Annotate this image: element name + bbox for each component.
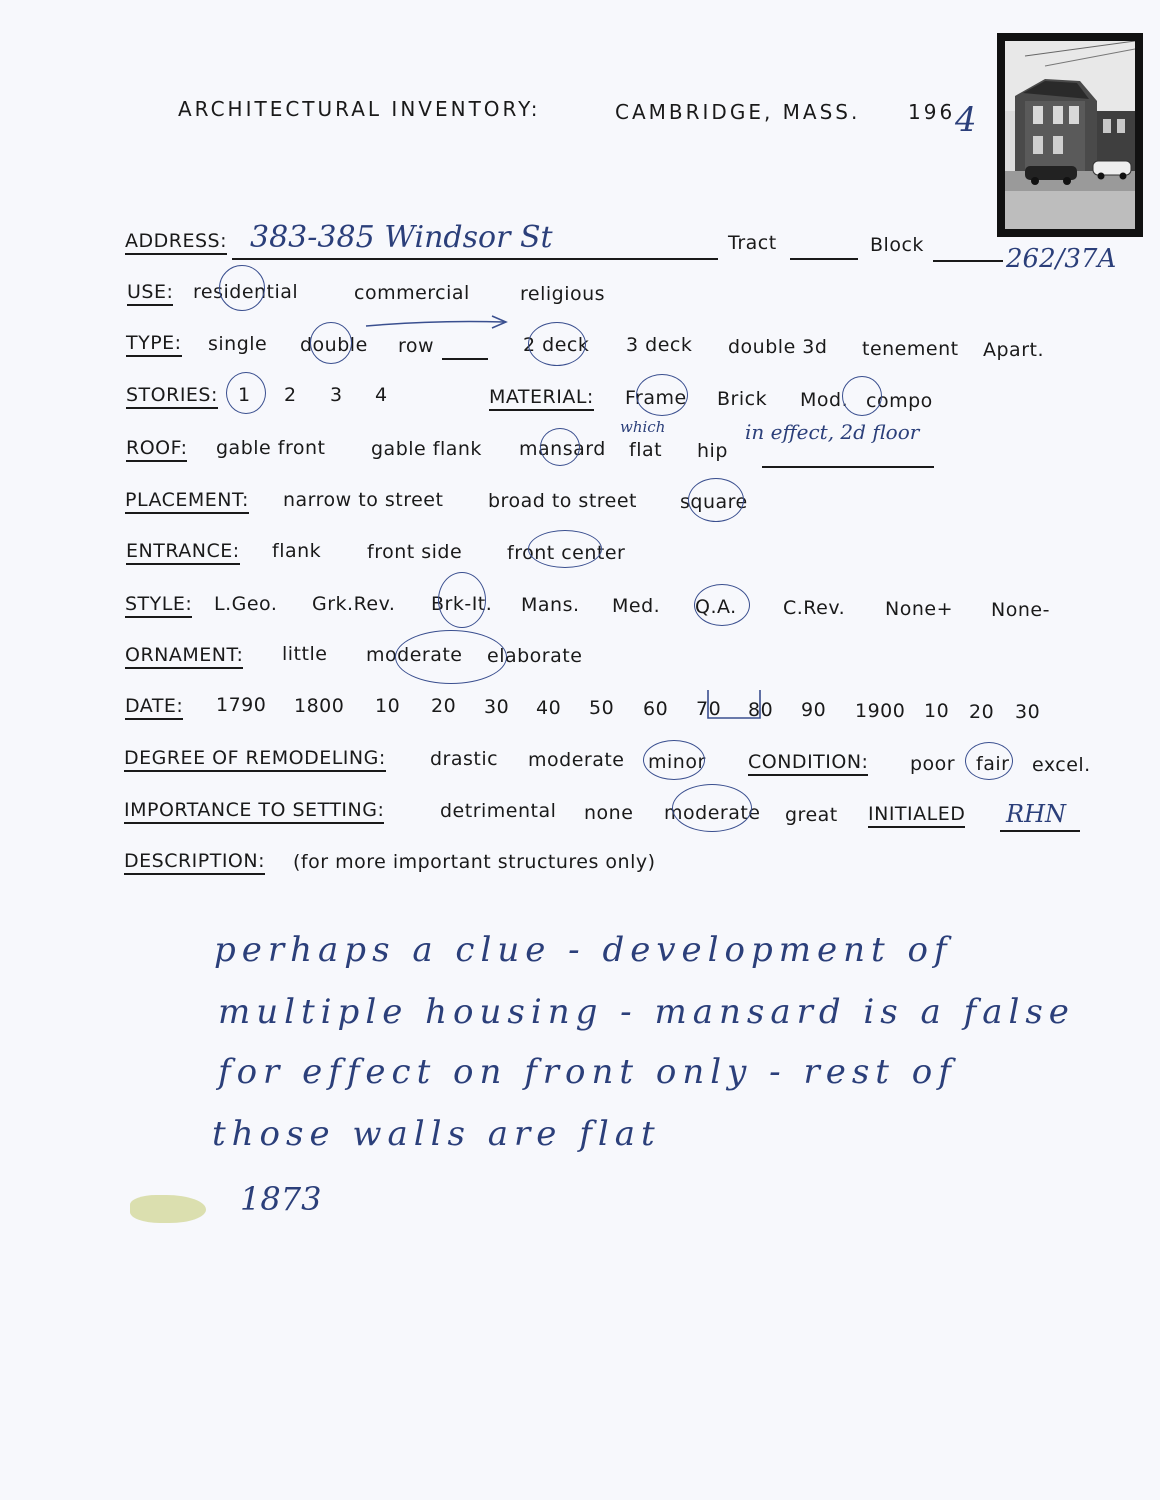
entrance-flank: flank	[272, 540, 322, 562]
description-line-4: those walls are flat	[212, 1114, 661, 1154]
style-lgeo: L.Geo.	[214, 593, 278, 615]
date-1910: 10	[924, 700, 950, 722]
style-brkit: Brk-It.	[431, 593, 493, 615]
date-70: 70	[696, 698, 722, 720]
style-label: STYLE:	[125, 593, 192, 618]
placement-narrow: narrow to street	[283, 489, 444, 511]
selection-circle	[528, 530, 602, 568]
date-90: 90	[801, 699, 827, 721]
selection-circle	[643, 740, 705, 780]
style-crev: C.Rev.	[783, 597, 846, 619]
use-religious: religious	[520, 283, 606, 305]
roof-note-above: which	[620, 418, 666, 436]
use-residential: residential	[193, 281, 299, 303]
date-50: 50	[589, 697, 615, 719]
block-label: Block	[870, 234, 924, 256]
style-none-plus: None+	[885, 598, 953, 620]
selection-circle	[842, 376, 882, 416]
type-2deck: 2 deck	[523, 334, 590, 356]
block-value: 262/37A	[1006, 244, 1117, 274]
material-compo: compo	[866, 390, 933, 412]
ornament-little: little	[282, 643, 328, 665]
type-label: TYPE:	[126, 332, 182, 357]
importance-great: great	[785, 804, 838, 826]
roof-flat: flat	[629, 439, 663, 461]
date-1790: 1790	[216, 694, 267, 716]
remodeling-drastic: drastic	[430, 748, 499, 770]
selection-circle	[672, 784, 752, 832]
remodeling-label: DEGREE OF REMODELING:	[124, 747, 386, 772]
selection-circle	[219, 265, 265, 311]
stories-3: 3	[330, 384, 343, 406]
roof-mansard: mansard	[519, 438, 606, 460]
material-label: MATERIAL:	[489, 386, 594, 411]
description-line-3: for effect on front only - rest of	[218, 1052, 957, 1092]
stories-2: 2	[284, 384, 297, 406]
importance-detrimental: detrimental	[440, 800, 557, 822]
roof-blank-line	[762, 466, 934, 468]
entrance-front-center: front center	[507, 542, 626, 564]
entrance-label: ENTRANCE:	[126, 540, 240, 565]
block-line	[933, 260, 1003, 262]
address-label: ADDRESS:	[125, 230, 227, 255]
roof-hip: hip	[697, 440, 728, 462]
selection-circle	[310, 322, 352, 364]
material-mod: Mod.	[800, 389, 849, 411]
tract-line	[790, 258, 858, 260]
material-brick: Brick	[717, 388, 768, 410]
type-single: single	[208, 333, 268, 355]
placement-square: square	[680, 491, 748, 513]
type-tenement: tenement	[862, 338, 959, 360]
material-frame: Frame	[625, 387, 687, 409]
address-value: 383-385 Windsor St	[250, 220, 553, 255]
ornament-moderate: moderate	[366, 644, 463, 666]
roof-gable-front: gable front	[216, 437, 326, 459]
address-line	[232, 258, 718, 260]
description-line-1: perhaps a clue - development of	[214, 930, 953, 970]
initialed-line	[1000, 830, 1080, 832]
date-20: 20	[431, 695, 457, 717]
date-1920: 20	[969, 701, 995, 723]
ornament-elaborate: elaborate	[487, 645, 583, 667]
type-3deck: 3 deck	[626, 334, 693, 356]
date-10: 10	[375, 695, 401, 717]
remodeling-minor: minor	[648, 751, 706, 773]
stories-1: 1	[238, 384, 251, 406]
importance-moderate: moderate	[664, 802, 761, 824]
building-photo	[997, 33, 1143, 237]
stories-label: STORIES:	[126, 384, 218, 409]
date-30: 30	[484, 696, 510, 718]
selection-circle	[636, 374, 688, 416]
year-prefix: 196	[908, 100, 956, 124]
use-commercial: commercial	[354, 282, 470, 304]
ornament-label: ORNAMENT:	[125, 644, 243, 669]
form-title: ARCHITECTURAL INVENTORY:	[178, 97, 541, 121]
type-double: double	[300, 334, 368, 356]
roof-note-right: in effect, 2d floor	[745, 420, 920, 444]
location: CAMBRIDGE, MASS.	[615, 100, 861, 124]
roof-gable-flank: gable flank	[371, 438, 482, 460]
style-none-minus: None-	[991, 599, 1050, 621]
arrow-icon	[364, 312, 514, 332]
description-date-note: 1873	[240, 1180, 322, 1218]
date-40: 40	[536, 697, 562, 719]
type-apart: Apart.	[983, 339, 1045, 361]
condition-fair: fair	[976, 753, 1010, 775]
date-range-bracket	[700, 684, 772, 728]
selection-circle	[965, 742, 1013, 780]
date-1900: 1900	[855, 700, 906, 722]
importance-label: IMPORTANCE TO SETTING:	[124, 799, 384, 824]
selection-circle	[438, 572, 486, 628]
house-photo-image	[1005, 41, 1135, 229]
selection-circle	[540, 428, 580, 466]
remodeling-moderate: moderate	[528, 749, 625, 771]
date-1800: 1800	[294, 695, 345, 717]
description-line-2: multiple housing - mansard is a false	[218, 992, 1075, 1032]
style-qa: Q.A.	[695, 596, 737, 618]
use-label: USE:	[127, 281, 173, 306]
style-med: Med.	[612, 595, 661, 617]
date-60: 60	[643, 698, 669, 720]
highlighter-mark	[130, 1195, 206, 1223]
description-label: DESCRIPTION:	[124, 850, 265, 875]
placement-broad: broad to street	[488, 490, 638, 512]
year-handwritten: 4	[955, 100, 977, 140]
selection-circle	[226, 372, 266, 414]
importance-none: none	[584, 802, 634, 824]
condition-label: CONDITION:	[748, 751, 868, 776]
placement-label: PLACEMENT:	[125, 489, 249, 514]
roof-label: ROOF:	[126, 437, 187, 462]
row-blank-line	[442, 358, 488, 360]
condition-excel: excel.	[1032, 754, 1091, 776]
condition-poor: poor	[910, 753, 956, 775]
entrance-front-side: front side	[367, 541, 463, 563]
tract-label: Tract	[728, 232, 777, 254]
type-row: row	[398, 335, 435, 357]
selection-circle	[528, 322, 586, 366]
date-label: DATE:	[125, 695, 183, 720]
stories-4: 4	[375, 384, 388, 406]
date-1930: 30	[1015, 701, 1041, 723]
description-hint: (for more important structures only)	[293, 851, 656, 873]
type-double3d: double 3d	[728, 336, 828, 358]
selection-circle	[688, 478, 744, 522]
initialed-label: INITIALED	[868, 803, 965, 828]
date-80: 80	[748, 699, 774, 721]
style-grkrev: Grk.Rev.	[312, 593, 396, 615]
style-mans: Mans.	[521, 594, 580, 616]
initialed-value: RHN	[1006, 800, 1066, 828]
selection-circle	[694, 584, 750, 626]
